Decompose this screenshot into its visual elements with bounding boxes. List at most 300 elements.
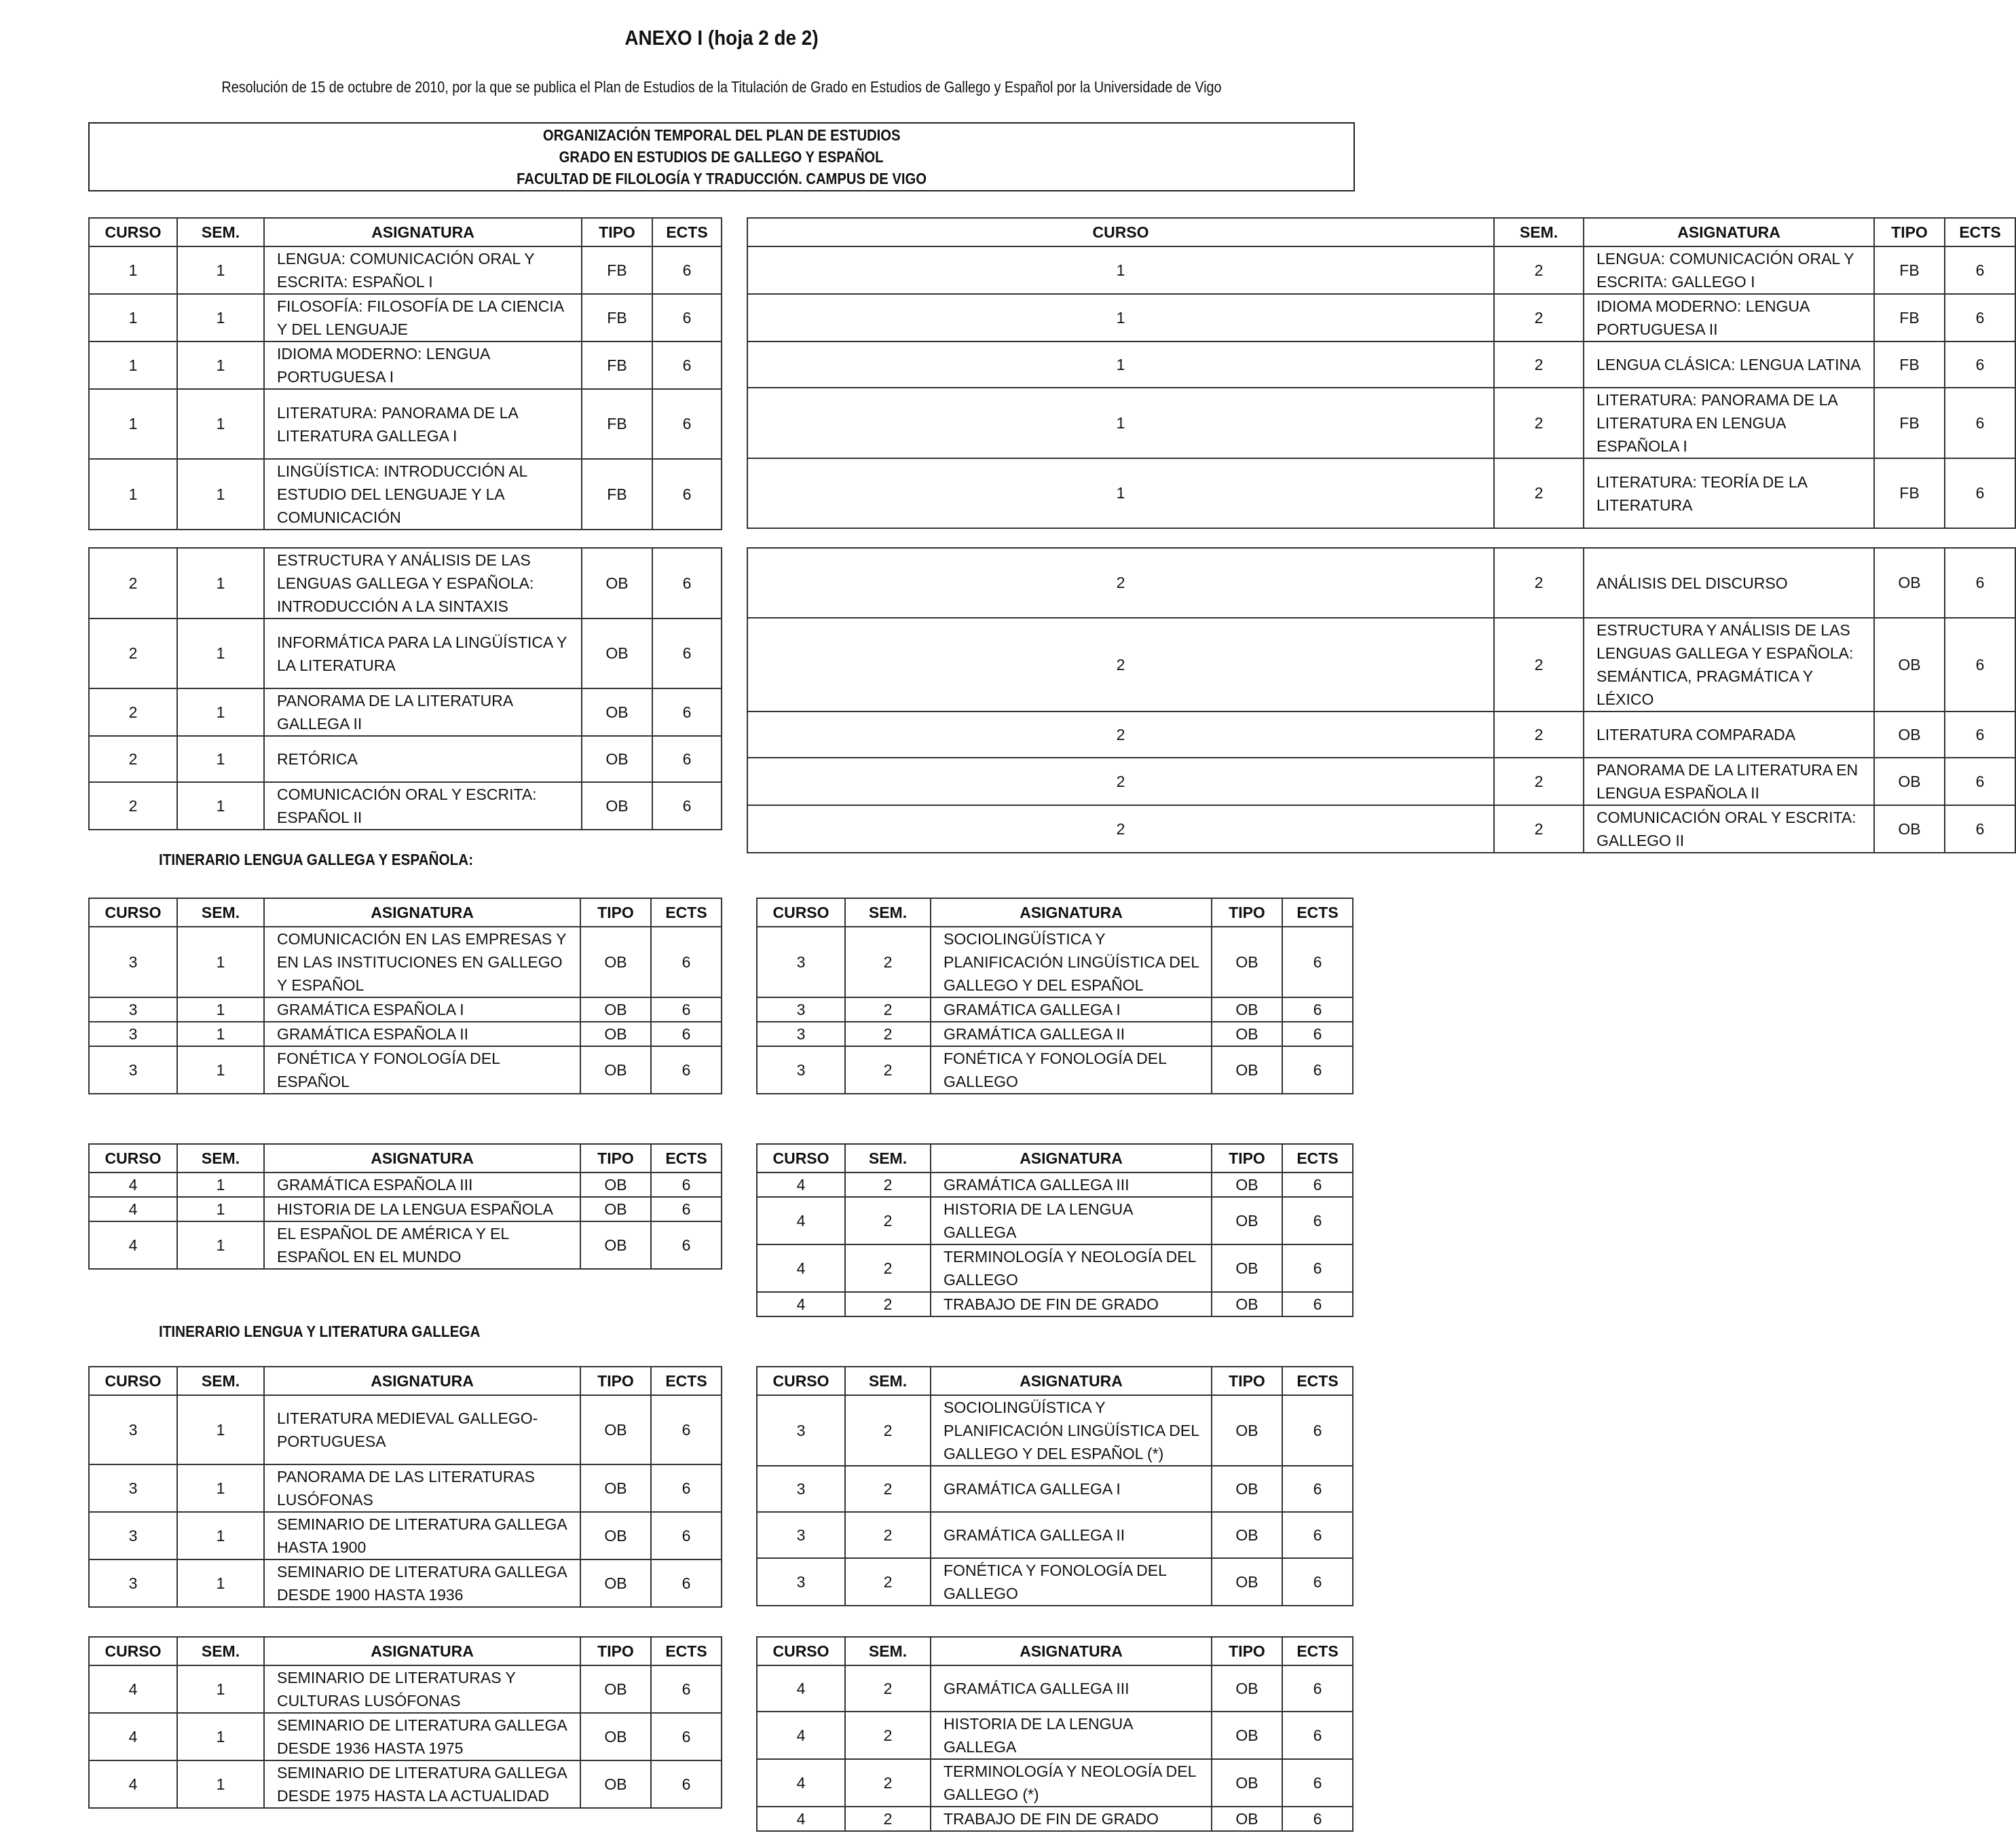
column-header-asignatura: ASIGNATURA: [264, 898, 580, 927]
cell-asignatura: GRAMÁTICA GALLEGA II: [931, 1022, 1212, 1046]
cell-curso: 3: [757, 1395, 845, 1466]
cell-curso: 4: [757, 1292, 845, 1316]
column-header-ects: ECTS: [1945, 218, 2015, 246]
course-table-lg-y4-s1: [88, 1143, 722, 1270]
table-row: [89, 736, 722, 782]
cell-sem: 1: [177, 1713, 264, 1760]
cell-tipo: OB: [582, 548, 652, 619]
course-table-ll-y4-s2: [756, 1636, 1354, 1832]
cell-ects: 6: [651, 1464, 722, 1512]
column-header-ects: ECTS: [652, 218, 722, 246]
cell-sem: 1: [177, 1665, 264, 1713]
table-header-row: [757, 1144, 1353, 1173]
course-table-y2-s2: [747, 547, 2016, 853]
cell-curso: 2: [747, 548, 1494, 618]
table-row: [747, 246, 2015, 294]
cell-sem: 2: [845, 1512, 931, 1558]
table-row: [757, 997, 1353, 1022]
cell-asignatura: EL ESPAÑOL DE AMÉRICA Y EL ESPAÑOL EN EL MUNDO: [264, 1221, 580, 1269]
cell-sem: 2: [845, 927, 931, 997]
cell-asignatura: GRAMÁTICA GALLEGA III: [931, 1665, 1212, 1712]
cell-curso: 2: [89, 736, 177, 782]
column-header-asignatura: ASIGNATURA: [264, 1144, 580, 1173]
column-header-curso: CURSO: [89, 898, 177, 927]
column-header-curso: CURSO: [757, 1144, 845, 1173]
cell-ects: 6: [1282, 1395, 1353, 1466]
cell-sem: 1: [177, 782, 264, 830]
course-table-lg-y3-s2: [756, 898, 1354, 1094]
cell-ects: 6: [1945, 246, 2015, 294]
cell-curso: 1: [747, 246, 1494, 294]
table-row: [89, 548, 722, 619]
column-header-sem: SEM.: [177, 1144, 264, 1173]
cell-ects: 6: [651, 927, 722, 997]
cell-sem: 2: [1494, 341, 1584, 388]
table-header-row: [89, 898, 722, 927]
cell-asignatura: GRAMÁTICA GALLEGA II: [931, 1512, 1212, 1558]
cell-asignatura: PANORAMA DE LA LITERATURA EN LENGUA ESPAÑOLA II: [1584, 758, 1874, 805]
column-header-sem: SEM.: [177, 1637, 264, 1665]
cell-sem: 1: [177, 1046, 264, 1094]
cell-curso: 3: [757, 997, 845, 1022]
cell-asignatura: LITERATURA COMPARADA: [1584, 712, 1874, 758]
cell-tipo: FB: [1874, 246, 1945, 294]
table-row: [757, 1197, 1353, 1244]
table-row: [757, 1292, 1353, 1316]
cell-ects: 6: [652, 459, 722, 530]
cell-curso: 4: [757, 1197, 845, 1244]
cell-ects: 6: [1945, 388, 2015, 458]
table-row: [757, 927, 1353, 997]
column-header-sem: SEM.: [845, 1637, 931, 1665]
cell-curso: 2: [89, 688, 177, 736]
cell-ects: 6: [651, 1197, 722, 1221]
cell-sem: 1: [177, 389, 264, 459]
cell-asignatura: ESTRUCTURA Y ANÁLISIS DE LAS LENGUAS GALLEGA Y ESPAÑOLA: SEMÁNTICA, PRAGMÁTICA Y LÉXICO: [1584, 618, 1874, 712]
cell-ects: 6: [651, 1221, 722, 1269]
cell-ects: 6: [652, 736, 722, 782]
cell-ects: 6: [1945, 341, 2015, 388]
cell-ects: 6: [1282, 1759, 1353, 1807]
table-header-row: [757, 1367, 1353, 1395]
table-row: [89, 459, 722, 530]
cell-ects: 6: [1282, 1807, 1353, 1831]
cell-asignatura: HISTORIA DE LA LENGUA ESPAÑOLA: [264, 1197, 580, 1221]
cell-asignatura: ANÁLISIS DEL DISCURSO: [1584, 548, 1874, 618]
cell-curso: 2: [747, 618, 1494, 712]
cell-tipo: OB: [1212, 1022, 1282, 1046]
cell-curso: 4: [757, 1712, 845, 1759]
table-row: [89, 1197, 722, 1221]
cell-asignatura: SEMINARIO DE LITERATURA GALLEGA DESDE 1936 HASTA 1975: [264, 1713, 580, 1760]
cell-curso: 4: [757, 1807, 845, 1831]
cell-sem: 1: [177, 1173, 264, 1197]
cell-ects: 6: [1282, 1292, 1353, 1316]
cell-curso: 3: [757, 1022, 845, 1046]
cell-sem: 1: [177, 459, 264, 530]
cell-curso: 3: [89, 1395, 177, 1464]
column-header-asignatura: ASIGNATURA: [264, 1367, 580, 1395]
cell-ects: 6: [652, 246, 722, 294]
cell-curso: 3: [89, 1512, 177, 1559]
column-header-sem: SEM.: [177, 898, 264, 927]
column-header-tipo: TIPO: [1212, 1637, 1282, 1665]
cell-sem: 2: [845, 997, 931, 1022]
table-row: [757, 1665, 1353, 1712]
cell-tipo: OB: [1212, 997, 1282, 1022]
cell-tipo: OB: [580, 1713, 651, 1760]
cell-asignatura: TERMINOLOGÍA Y NEOLOGÍA DEL GALLEGO (*): [931, 1759, 1212, 1807]
table-row: [747, 618, 2015, 712]
cell-asignatura: GRAMÁTICA GALLEGA I: [931, 997, 1212, 1022]
table-row: [747, 712, 2015, 758]
cell-asignatura: LITERATURA: TEORÍA DE LA LITERATURA: [1584, 458, 1874, 528]
cell-curso: 4: [757, 1173, 845, 1197]
cell-curso: 3: [757, 1512, 845, 1558]
cell-curso: 2: [89, 782, 177, 830]
cell-ects: 6: [651, 1665, 722, 1713]
course-table-ll-y3-s2: [756, 1366, 1354, 1606]
header-line-organizacion: ORGANIZACIÓN TEMPORAL DEL PLAN DE ESTUDIOS: [542, 126, 901, 144]
cell-sem: 1: [177, 246, 264, 294]
column-header-sem: SEM.: [177, 1367, 264, 1395]
table-row: [747, 548, 2015, 618]
cell-curso: 3: [757, 927, 845, 997]
column-header-tipo: TIPO: [1874, 218, 1945, 246]
column-header-ects: ECTS: [651, 898, 722, 927]
cell-sem: 2: [1494, 618, 1584, 712]
table-row: [89, 1395, 722, 1464]
cell-ects: 6: [652, 619, 722, 688]
header-line-grado: GRADO EN ESTUDIOS DE GALLEGO Y ESPAÑOL: [559, 148, 884, 166]
cell-curso: 2: [89, 619, 177, 688]
cell-curso: 3: [89, 927, 177, 997]
cell-curso: 1: [747, 458, 1494, 528]
cell-asignatura: FONÉTICA Y FONOLOGÍA DEL ESPAÑOL: [264, 1046, 580, 1094]
table-row: [89, 1512, 722, 1559]
header-line-facultad: FACULTAD DE FILOLOGÍA Y TRADUCCIÓN. CAMPUS DE VIGO: [517, 170, 927, 187]
cell-ects: 6: [1282, 1244, 1353, 1292]
column-header-asignatura: ASIGNATURA: [931, 1637, 1212, 1665]
column-header-curso: CURSO: [757, 1637, 845, 1665]
column-header-asignatura: ASIGNATURA: [931, 1144, 1212, 1173]
cell-asignatura: PANORAMA DE LA LITERATURA GALLEGA II: [264, 688, 582, 736]
cell-sem: 1: [177, 294, 264, 341]
cell-sem: 2: [845, 1022, 931, 1046]
cell-sem: 2: [1494, 294, 1584, 341]
cell-tipo: OB: [1874, 618, 1945, 712]
cell-asignatura: HISTORIA DE LA LENGUA GALLEGA: [931, 1712, 1212, 1759]
cell-asignatura: TERMINOLOGÍA Y NEOLOGÍA DEL GALLEGO: [931, 1244, 1212, 1292]
cell-ects: 6: [1945, 548, 2015, 618]
cell-tipo: OB: [1874, 805, 1945, 853]
cell-ects: 6: [652, 688, 722, 736]
cell-sem: 2: [1494, 712, 1584, 758]
cell-sem: 1: [177, 548, 264, 619]
table-row: [89, 619, 722, 688]
table-row: [89, 1665, 722, 1713]
column-header-asignatura: ASIGNATURA: [931, 1367, 1212, 1395]
course-table-lg-y3-s1: [88, 898, 722, 1094]
cell-asignatura: LITERATURA: PANORAMA DE LA LITERATURA GALLEGA I: [264, 389, 582, 459]
course-table-y1-s2: [747, 217, 2016, 529]
cell-sem: 1: [177, 688, 264, 736]
column-header-sem: SEM.: [845, 1367, 931, 1395]
table-row: [89, 1464, 722, 1512]
cell-sem: 2: [845, 1197, 931, 1244]
table-row: [757, 1466, 1353, 1512]
table-row: [757, 1046, 1353, 1094]
cell-sem: 2: [845, 1292, 931, 1316]
cell-sem: 1: [177, 1197, 264, 1221]
cell-asignatura: RETÓRICA: [264, 736, 582, 782]
plan-header-box: [88, 122, 1355, 191]
cell-sem: 1: [177, 927, 264, 997]
table-header-row: [757, 1637, 1353, 1665]
column-header-curso: CURSO: [757, 1367, 845, 1395]
cell-curso: 1: [89, 389, 177, 459]
table-row: [89, 1022, 722, 1046]
page-subtitle: Resolución de 15 de octubre de 2010, por la que se publica el Plan de Estudios de la Titulación de Grado en Estudios de Gallego y Español por la Universidade de Vigo: [221, 78, 1222, 96]
column-header-tipo: TIPO: [582, 218, 652, 246]
cell-sem: 2: [845, 1712, 931, 1759]
cell-curso: 3: [89, 997, 177, 1022]
column-header-tipo: TIPO: [1212, 1367, 1282, 1395]
cell-tipo: OB: [1212, 1395, 1282, 1466]
cell-tipo: OB: [1874, 712, 1945, 758]
cell-tipo: FB: [1874, 388, 1945, 458]
cell-curso: 3: [89, 1559, 177, 1607]
column-header-sem: SEM.: [845, 1144, 931, 1173]
column-header-curso: CURSO: [89, 1144, 177, 1173]
table-row: [89, 1173, 722, 1197]
cell-tipo: OB: [1212, 1712, 1282, 1759]
column-header-ects: ECTS: [1282, 1144, 1353, 1173]
table-header-row: [89, 1144, 722, 1173]
cell-tipo: OB: [1212, 1807, 1282, 1831]
table-header-row: [89, 1367, 722, 1395]
cell-tipo: FB: [582, 389, 652, 459]
cell-ects: 6: [1282, 997, 1353, 1022]
table-row: [89, 1760, 722, 1808]
cell-ects: 6: [1945, 458, 2015, 528]
cell-sem: 1: [177, 1760, 264, 1808]
page-title: ANEXO I (hoja 2 de 2): [624, 26, 819, 50]
cell-curso: 4: [89, 1665, 177, 1713]
cell-sem: 2: [1494, 388, 1584, 458]
cell-tipo: OB: [1212, 1512, 1282, 1558]
cell-curso: 1: [89, 341, 177, 389]
cell-ects: 6: [651, 1760, 722, 1808]
cell-asignatura: TRABAJO DE FIN DE GRADO: [931, 1292, 1212, 1316]
cell-tipo: OB: [580, 1665, 651, 1713]
cell-asignatura: PANORAMA DE LAS LITERATURAS LUSÓFONAS: [264, 1464, 580, 1512]
column-header-tipo: TIPO: [580, 1144, 651, 1173]
cell-tipo: OB: [580, 1197, 651, 1221]
cell-asignatura: SOCIOLINGÜÍSTICA Y PLANIFICACIÓN LINGÜÍSTICA DEL GALLEGO Y DEL ESPAÑOL: [931, 927, 1212, 997]
cell-tipo: FB: [1874, 341, 1945, 388]
cell-ects: 6: [652, 294, 722, 341]
table-row: [747, 341, 2015, 388]
column-header-sem: SEM.: [1494, 218, 1584, 246]
cell-ects: 6: [652, 341, 722, 389]
cell-curso: 3: [757, 1558, 845, 1606]
cell-curso: 4: [757, 1759, 845, 1807]
cell-curso: 3: [89, 1046, 177, 1094]
cell-asignatura: ESTRUCTURA Y ANÁLISIS DE LAS LENGUAS GALLEGA Y ESPAÑOLA: INTRODUCCIÓN A LA SINTAXIS: [264, 548, 582, 619]
cell-curso: 1: [89, 459, 177, 530]
column-header-tipo: TIPO: [1212, 1144, 1282, 1173]
table-row: [89, 1713, 722, 1760]
column-header-ects: ECTS: [651, 1367, 722, 1395]
column-header-tipo: TIPO: [580, 898, 651, 927]
cell-tipo: OB: [1212, 1173, 1282, 1197]
cell-tipo: OB: [580, 1221, 651, 1269]
cell-ects: 6: [1282, 1558, 1353, 1606]
cell-curso: 2: [89, 548, 177, 619]
cell-ects: 6: [1945, 618, 2015, 712]
cell-curso: 4: [757, 1244, 845, 1292]
cell-asignatura: IDIOMA MODERNO: LENGUA PORTUGUESA II: [1584, 294, 1874, 341]
cell-tipo: OB: [580, 1046, 651, 1094]
table-header-row: [757, 898, 1353, 927]
cell-curso: 4: [89, 1713, 177, 1760]
column-header-tipo: TIPO: [580, 1367, 651, 1395]
cell-sem: 1: [177, 1022, 264, 1046]
cell-ects: 6: [651, 1512, 722, 1559]
cell-tipo: OB: [580, 1395, 651, 1464]
cell-sem: 1: [177, 1395, 264, 1464]
cell-tipo: OB: [580, 1022, 651, 1046]
column-header-asignatura: ASIGNATURA: [264, 1637, 580, 1665]
cell-ects: 6: [1282, 927, 1353, 997]
cell-curso: 4: [89, 1197, 177, 1221]
cell-tipo: OB: [582, 736, 652, 782]
cell-curso: 4: [89, 1760, 177, 1808]
cell-tipo: OB: [1212, 1046, 1282, 1094]
cell-curso: 3: [89, 1022, 177, 1046]
cell-sem: 1: [177, 736, 264, 782]
table-row: [89, 389, 722, 459]
cell-tipo: OB: [1212, 927, 1282, 997]
cell-tipo: FB: [1874, 294, 1945, 341]
column-header-curso: CURSO: [89, 218, 177, 246]
cell-ects: 6: [1945, 294, 2015, 341]
cell-asignatura: LITERATURA MEDIEVAL GALLEGO-PORTUGUESA: [264, 1395, 580, 1464]
table-row: [757, 1395, 1353, 1466]
cell-sem: 1: [177, 619, 264, 688]
cell-sem: 2: [845, 1665, 931, 1712]
cell-curso: 1: [747, 294, 1494, 341]
cell-asignatura: GRAMÁTICA ESPAÑOLA II: [264, 1022, 580, 1046]
cell-ects: 6: [1945, 805, 2015, 853]
cell-asignatura: LENGUA: COMUNICACIÓN ORAL Y ESCRITA: ESPAÑOL I: [264, 246, 582, 294]
cell-asignatura: FONÉTICA Y FONOLOGÍA DEL GALLEGO: [931, 1558, 1212, 1606]
cell-ects: 6: [1282, 1712, 1353, 1759]
cell-tipo: OB: [1874, 548, 1945, 618]
cell-asignatura: GRAMÁTICA ESPAÑOLA III: [264, 1173, 580, 1197]
table-row: [757, 1022, 1353, 1046]
cell-sem: 2: [845, 1558, 931, 1606]
table-row: [89, 1559, 722, 1607]
cell-curso: 2: [747, 712, 1494, 758]
cell-tipo: OB: [1874, 758, 1945, 805]
course-table-lg-y4-s2: [756, 1143, 1354, 1317]
cell-ects: 6: [651, 1046, 722, 1094]
column-header-curso: CURSO: [89, 1367, 177, 1395]
cell-ects: 6: [651, 1395, 722, 1464]
column-header-asignatura: ASIGNATURA: [264, 218, 582, 246]
cell-tipo: OB: [580, 1760, 651, 1808]
cell-ects: 6: [651, 997, 722, 1022]
table-row: [747, 805, 2015, 853]
cell-curso: 1: [89, 246, 177, 294]
cell-tipo: OB: [1212, 1665, 1282, 1712]
cell-sem: 1: [177, 997, 264, 1022]
cell-tipo: OB: [582, 782, 652, 830]
column-header-ects: ECTS: [651, 1144, 722, 1173]
table-row: [757, 1512, 1353, 1558]
cell-sem: 2: [845, 1046, 931, 1094]
table-row: [757, 1244, 1353, 1292]
cell-tipo: OB: [580, 927, 651, 997]
cell-tipo: FB: [582, 246, 652, 294]
cell-asignatura: IDIOMA MODERNO: LENGUA PORTUGUESA I: [264, 341, 582, 389]
cell-asignatura: SOCIOLINGÜÍSTICA Y PLANIFICACIÓN LINGÜÍSTICA DEL GALLEGO Y DEL ESPAÑOL (*): [931, 1395, 1212, 1466]
cell-tipo: OB: [1212, 1759, 1282, 1807]
column-header-curso: CURSO: [89, 1637, 177, 1665]
table-header-row: [89, 218, 722, 246]
table-row: [89, 1046, 722, 1094]
table-row: [89, 246, 722, 294]
table-row: [757, 1173, 1353, 1197]
table-header-row: [747, 218, 2015, 246]
cell-sem: 2: [1494, 458, 1584, 528]
cell-sem: 1: [177, 1464, 264, 1512]
cell-asignatura: HISTORIA DE LA LENGUA GALLEGA: [931, 1197, 1212, 1244]
course-table-ll-y3-s1: [88, 1366, 722, 1608]
cell-sem: 2: [1494, 805, 1584, 853]
course-table-y1-s1: [88, 217, 722, 530]
cell-tipo: FB: [582, 341, 652, 389]
cell-tipo: OB: [582, 688, 652, 736]
cell-ects: 6: [1945, 758, 2015, 805]
table-row: [747, 458, 2015, 528]
column-header-ects: ECTS: [1282, 1637, 1353, 1665]
cell-asignatura: SEMINARIO DE LITERATURAS Y CULTURAS LUSÓFONAS: [264, 1665, 580, 1713]
table-row: [747, 758, 2015, 805]
column-header-curso: CURSO: [747, 218, 1494, 246]
cell-curso: 4: [89, 1221, 177, 1269]
cell-ects: 6: [651, 1173, 722, 1197]
cell-curso: 1: [89, 294, 177, 341]
cell-ects: 6: [1282, 1022, 1353, 1046]
cell-tipo: OB: [1212, 1466, 1282, 1512]
cell-curso: 2: [747, 805, 1494, 853]
cell-ects: 6: [1282, 1512, 1353, 1558]
cell-sem: 2: [1494, 246, 1584, 294]
cell-asignatura: LINGÜÍSTICA: INTRODUCCIÓN AL ESTUDIO DEL LENGUAJE Y LA COMUNICACIÓN: [264, 459, 582, 530]
column-header-curso: CURSO: [757, 898, 845, 927]
cell-sem: 2: [1494, 548, 1584, 618]
table-row: [757, 1807, 1353, 1831]
cell-tipo: OB: [580, 1173, 651, 1197]
cell-ects: 6: [652, 782, 722, 830]
cell-sem: 2: [845, 1466, 931, 1512]
cell-asignatura: LENGUA CLÁSICA: LENGUA LATINA: [1584, 341, 1874, 388]
cell-ects: 6: [1945, 712, 2015, 758]
cell-asignatura: SEMINARIO DE LITERATURA GALLEGA DESDE 1900 HASTA 1936: [264, 1559, 580, 1607]
